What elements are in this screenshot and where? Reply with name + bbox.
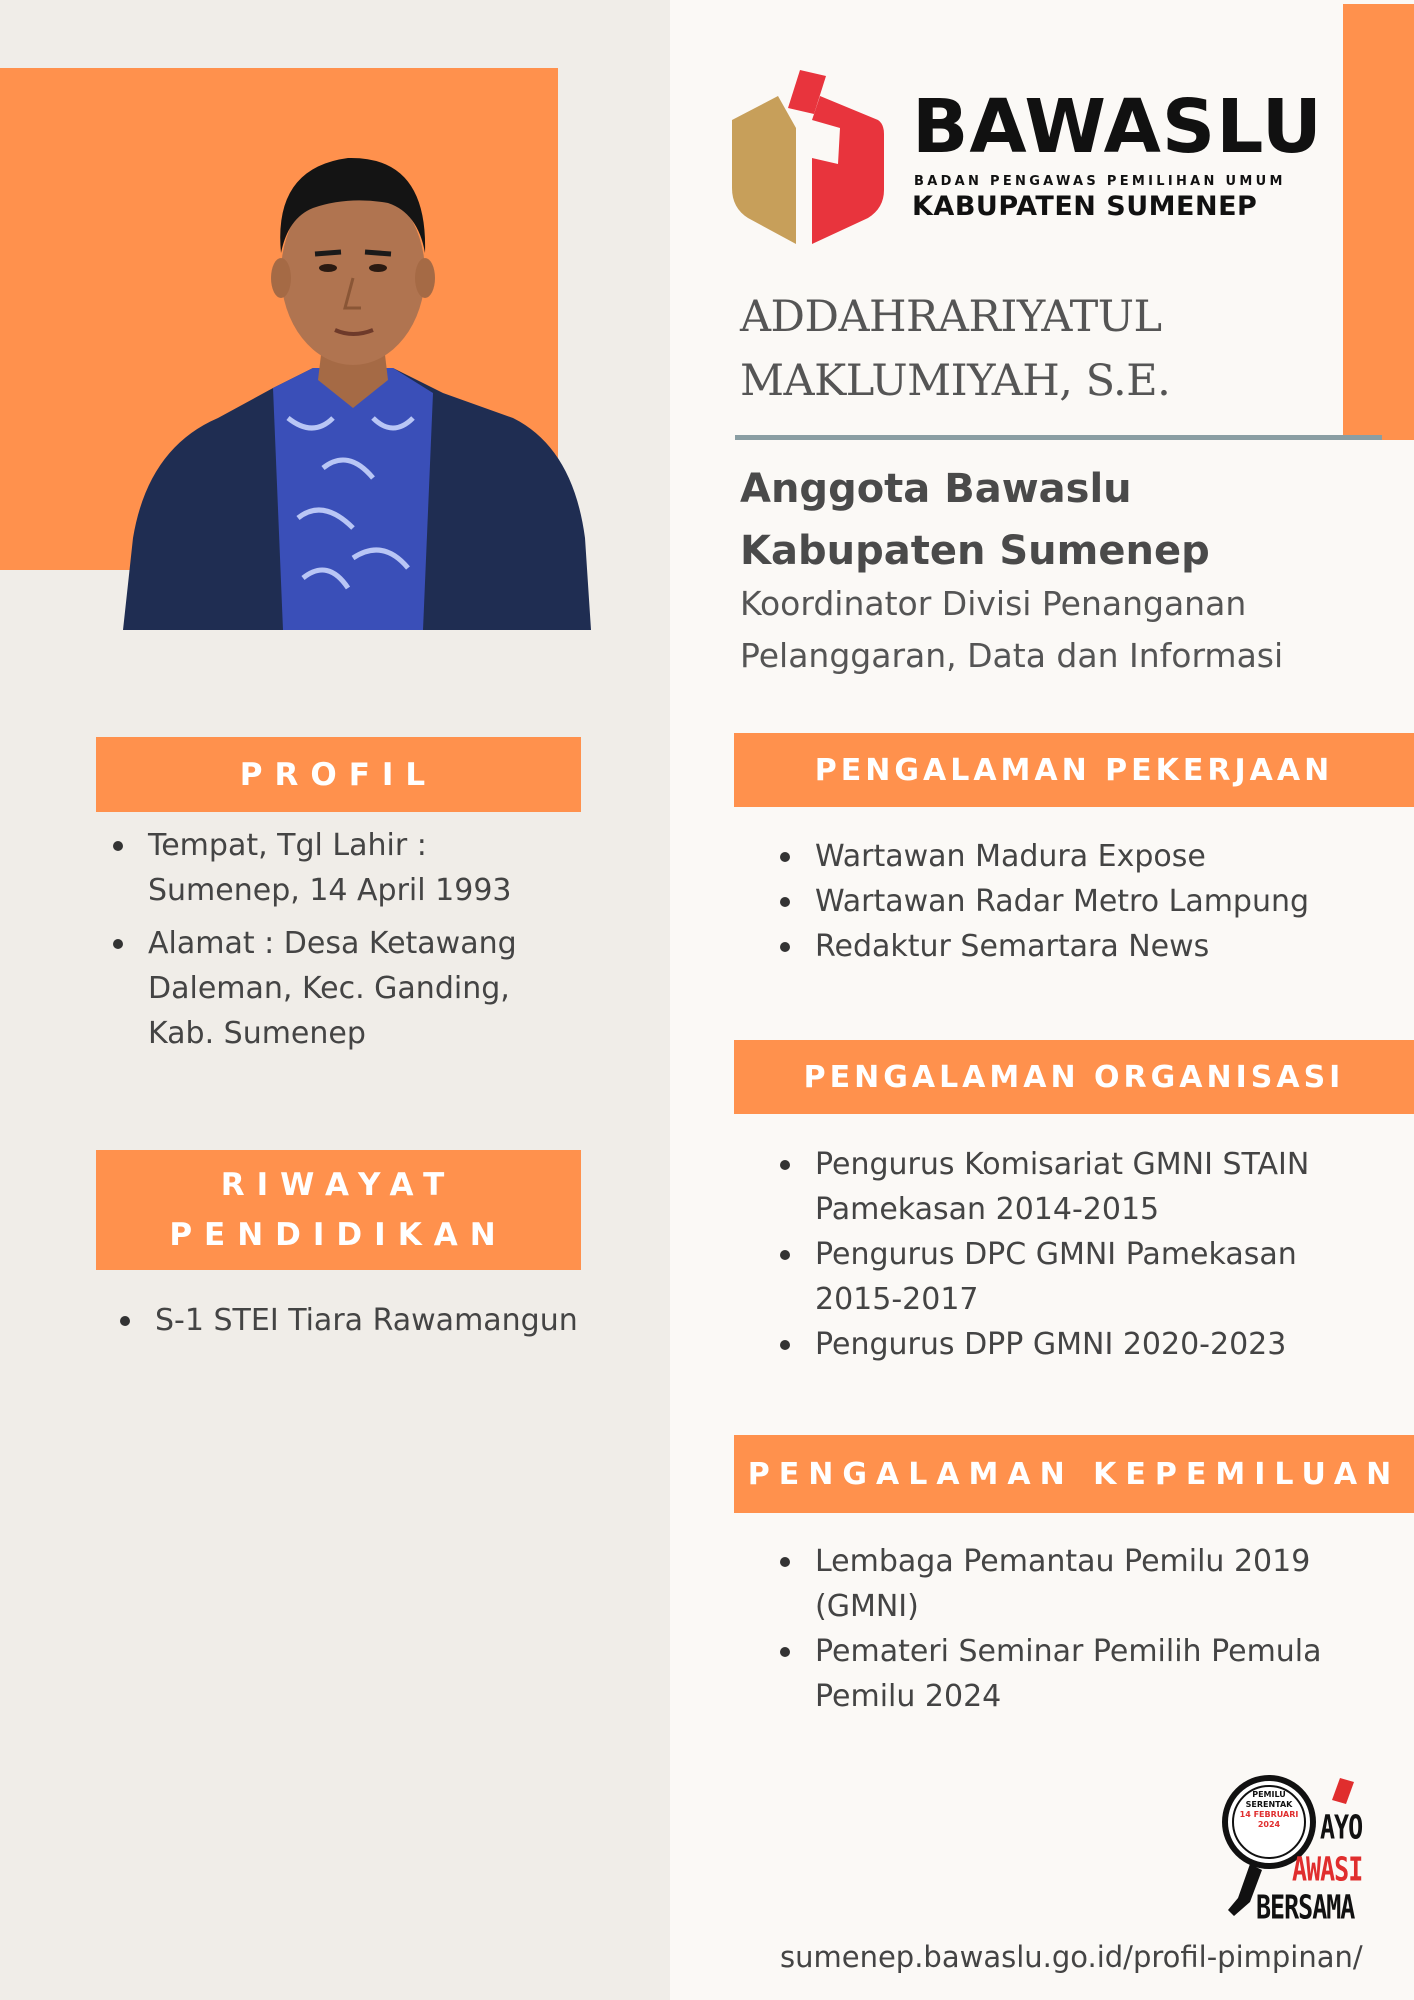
role-title-line2: Kabupaten Sumenep	[740, 528, 1210, 574]
list-item-line: Pemateri Seminar Pemilih Pemula	[815, 1634, 1322, 1669]
list-item	[113, 921, 583, 1056]
logo-title: BAWASLU	[912, 84, 1323, 170]
organisasi-header: PENGALAMAN ORGANISASI	[734, 1040, 1414, 1114]
list-item	[780, 1232, 1380, 1322]
list-item: Wartawan Radar Metro Lampung	[780, 879, 1400, 924]
role-subtitle	[740, 578, 1380, 682]
list-item-line: Pamekasan 2014-2015	[815, 1192, 1160, 1227]
bawaslu-emblem-icon	[728, 68, 888, 244]
person-name-line1: ADDAHRARIYATUL	[740, 292, 1162, 342]
bawaslu-logo	[728, 68, 1323, 248]
list-item-line: Kab. Sumenep	[148, 1016, 366, 1051]
profil-list	[113, 823, 583, 1064]
person-name-line2: MAKLUMIYAH, S.E.	[740, 356, 1171, 406]
role-title-line1: Anggota Bawaslu	[740, 466, 1132, 512]
footer-url[interactable]: sumenep.bawaslu.go.id/profil-pimpinan/	[780, 1940, 1363, 1974]
role-title	[740, 458, 1340, 582]
badge-word-ayo: AYO	[1320, 1808, 1363, 1847]
badge-ring-line: SERENTAK	[1245, 1800, 1293, 1809]
role-sub-line1: Koordinator Divisi Penanganan	[740, 584, 1247, 623]
list-item-line: Sumenep, 14 April 1993	[148, 873, 512, 908]
person-name	[740, 285, 1300, 413]
badge-ring-line: PEMILU	[1252, 1790, 1286, 1799]
badge-ring-line: 14 FEBRUARI	[1239, 1810, 1299, 1819]
list-item: S-1 STEI Tiara Rawamangun	[120, 1298, 620, 1343]
pekerjaan-list	[780, 834, 1400, 969]
list-item-line: Pengurus DPP GMNI 2020-2023	[815, 1327, 1287, 1362]
pekerjaan-header: PENGALAMAN PEKERJAAN	[734, 733, 1414, 807]
list-item	[780, 1629, 1380, 1719]
list-item-line: Tempat, Tgl Lahir :	[148, 828, 427, 863]
list-item-line: Pengurus Komisariat GMNI STAIN	[815, 1147, 1310, 1182]
list-item-line: (GMNI)	[815, 1589, 919, 1624]
list-item: Redaktur Semartara News	[780, 924, 1400, 969]
badge-word-awasi: AWASI	[1292, 1850, 1363, 1889]
list-item	[113, 823, 583, 913]
role-sub-line2: Pelanggaran, Data dan Informasi	[740, 636, 1284, 675]
list-item	[780, 1322, 1380, 1367]
list-item-line: 2015-2017	[815, 1282, 979, 1317]
riwayat-header	[96, 1150, 581, 1270]
list-item-line: Lembaga Pemantau Pemilu 2019	[815, 1544, 1311, 1579]
badge-word-bersama: BERSAMA	[1256, 1888, 1355, 1927]
list-item-line: Daleman, Kec. Ganding,	[148, 971, 510, 1006]
badge-ring-line: 2024	[1257, 1820, 1281, 1829]
list-item	[780, 1539, 1380, 1629]
portrait-photo	[123, 118, 591, 630]
list-item-line: Alamat : Desa Ketawang	[148, 926, 517, 961]
list-item-line: Pengurus DPC GMNI Pamekasan	[815, 1237, 1297, 1272]
divider	[735, 435, 1382, 440]
ayo-awasi-bersama-badge	[1220, 1770, 1380, 1927]
logo-region: KABUPATEN SUMENEP	[912, 191, 1258, 222]
list-item-line: Pemilu 2024	[815, 1679, 1002, 1714]
organisasi-list	[780, 1142, 1380, 1367]
logo-subtitle: BADAN PENGAWAS PEMILIHAN UMUM	[914, 174, 1286, 189]
riwayat-header-line1: RIWAYAT	[220, 1167, 457, 1203]
kepemiluan-list	[780, 1539, 1380, 1719]
badge-ring-text	[1232, 1790, 1306, 1830]
riwayat-header-line2: PENDIDIKAN	[169, 1217, 508, 1253]
list-item	[780, 1142, 1380, 1232]
accent-strip	[1343, 4, 1414, 440]
profil-header: PROFIL	[96, 737, 581, 812]
kepemiluan-header: PENGALAMAN KEPEMILUAN	[734, 1435, 1414, 1513]
riwayat-list	[120, 1298, 620, 1343]
list-item: Wartawan Madura Expose	[780, 834, 1400, 879]
